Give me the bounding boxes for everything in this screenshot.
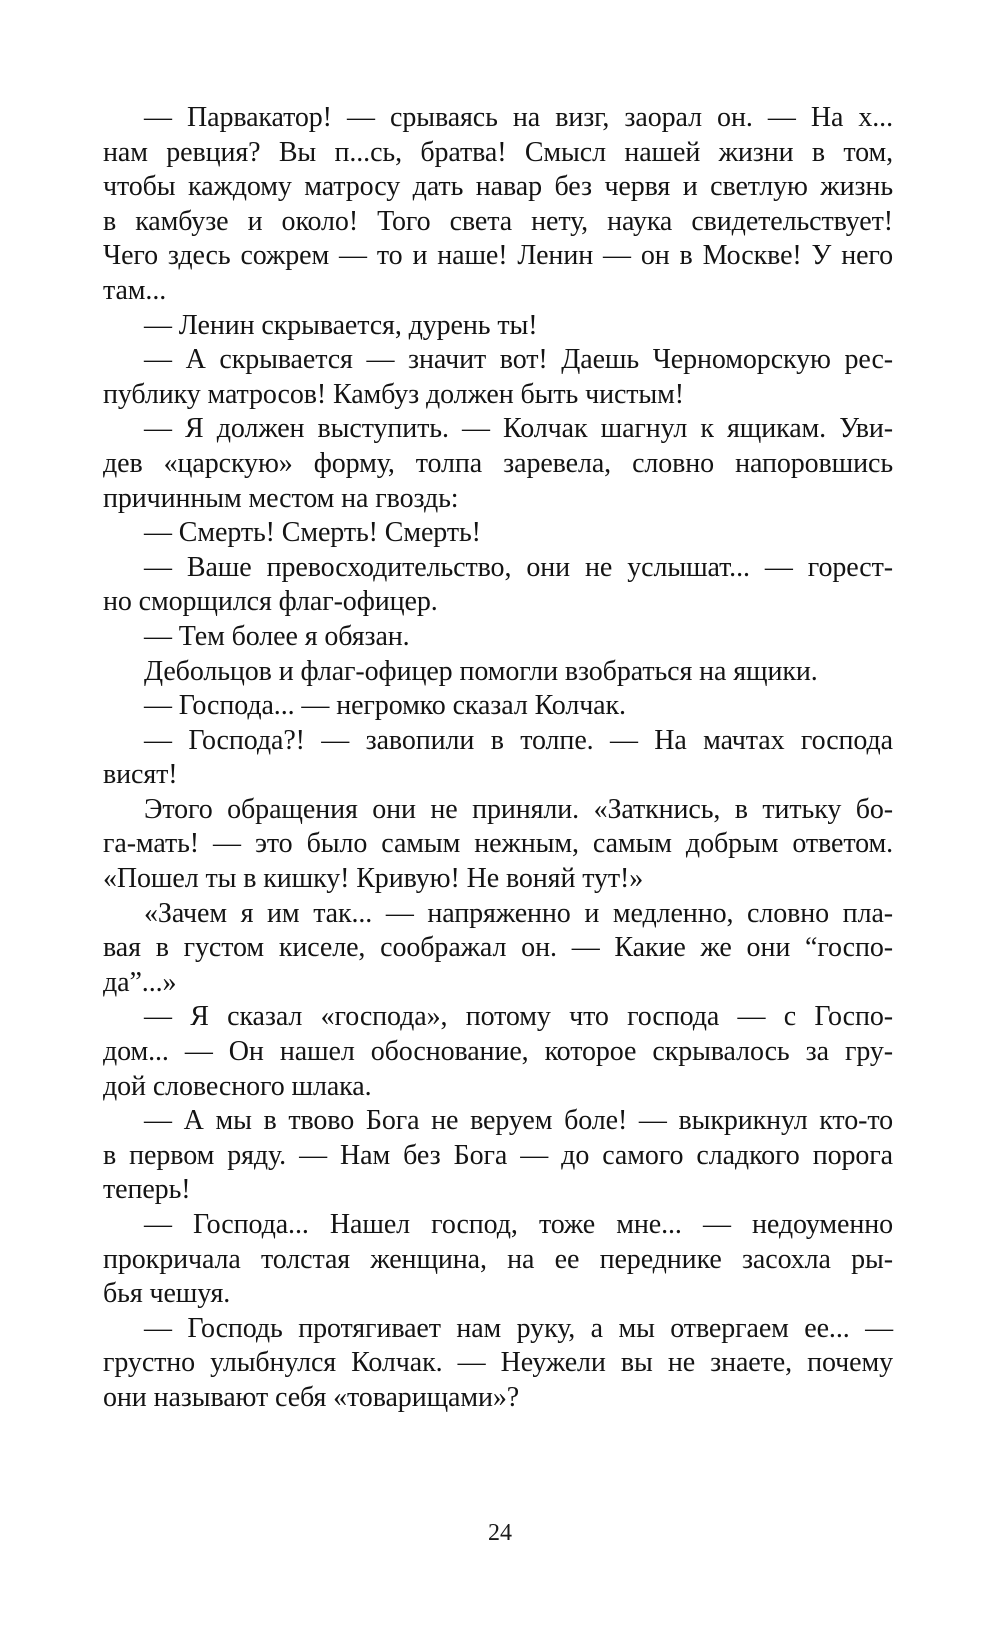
text-line: грустно улыбнулся Колчак. — Неужели вы не знаете, почему	[103, 1347, 893, 1379]
text-line: вая в густом киселе, соображал он. — Какие же они “госпо-	[103, 932, 893, 964]
text-line: Чего здесь сожрем — то и наше! Ленин — он в Москве! У него	[103, 240, 893, 272]
text-line: — Я сказал «господа», потому что господа — с Госпо-	[144, 1001, 893, 1033]
text-line: — Тем более я обязан.	[144, 620, 410, 652]
text-line: теперь!	[103, 1174, 191, 1206]
text-line: Этого обращения они не приняли. «Заткнись, в титьку бо-	[144, 793, 893, 825]
text-line: — А скрывается — значит вот! Даешь Черноморскую рес-	[144, 344, 893, 376]
text-line: — Смерть! Смерть! Смерть!	[144, 517, 481, 549]
text-line: там...	[103, 274, 167, 306]
text-line: дой словесного шлака.	[103, 1070, 372, 1102]
text-line: — Господа... — негромко сказал Колчак.	[144, 690, 626, 722]
text-line: прокричала толстая женщина, на ее переднике засохла ры-	[103, 1243, 893, 1275]
text-line: дев «царскую» форму, толпа заревела, словно напоровшись	[103, 447, 893, 479]
text-line: висят!	[103, 759, 178, 791]
page-body	[103, 101, 893, 1416]
text-line: — Господа?! — завопили в толпе. — На мачтах господа	[144, 724, 893, 756]
page-number: 24	[488, 1520, 512, 1546]
text-line: но сморщился флаг-офицер.	[103, 586, 438, 618]
text-line: — Парвакатор! — срываясь на визг, заорал он. — На х...	[144, 102, 893, 133]
text-line: бья чешуя.	[103, 1278, 231, 1310]
text-line: — Я должен выступить. — Колчак шагнул к ящикам. Уви-	[144, 413, 893, 445]
text-line: причинным местом на гвоздь:	[103, 482, 459, 514]
text-line: — Ленин скрывается, дурень ты!	[144, 309, 538, 341]
text-line: «Пошел ты в кишку! Кривую! Не воняй тут!»	[103, 863, 644, 895]
text-line: — А мы в твово Бога не веруем боле! — выкрикнул кто-то	[144, 1105, 893, 1137]
text-line: — Ваше превосходительство, они не услышат... — горест-	[144, 551, 893, 583]
text-line: нам ревция? Вы п...сь, братва! Смысл нашей жизни в том,	[103, 136, 893, 168]
text-line: «Зачем я им так... — напряженно и медленно, словно пла-	[144, 897, 893, 929]
text-line: публику матросов! Камбуз должен быть чистым!	[103, 378, 684, 410]
text-line: они называют себя «товарищами»?	[103, 1381, 520, 1413]
text-line: дом... — Он нашел обоснование, которое скрывалось за гру-	[103, 1036, 893, 1068]
text-line: в первом ряду. — Нам без Бога — до самого сладкого порога	[103, 1139, 893, 1171]
text-line: Дебольцов и флаг-офицер помогли взобраться на ящики.	[144, 655, 818, 687]
text-line: да”...»	[103, 966, 177, 998]
text-line: чтобы каждому матросу дать навар без червя и светлую жизнь	[103, 171, 893, 203]
text-line: га-мать! — это было самым нежным, самым добрым ответом.	[103, 828, 893, 860]
text-line: — Господь протягивает нам руку, а мы отвергаем ее... —	[144, 1312, 893, 1344]
text-line: в камбузе и около! Того света нету, наука свидетельствует!	[103, 205, 893, 237]
text-line: — Господа... Нашел господ, тоже мне... — недоуменно	[144, 1209, 893, 1240]
